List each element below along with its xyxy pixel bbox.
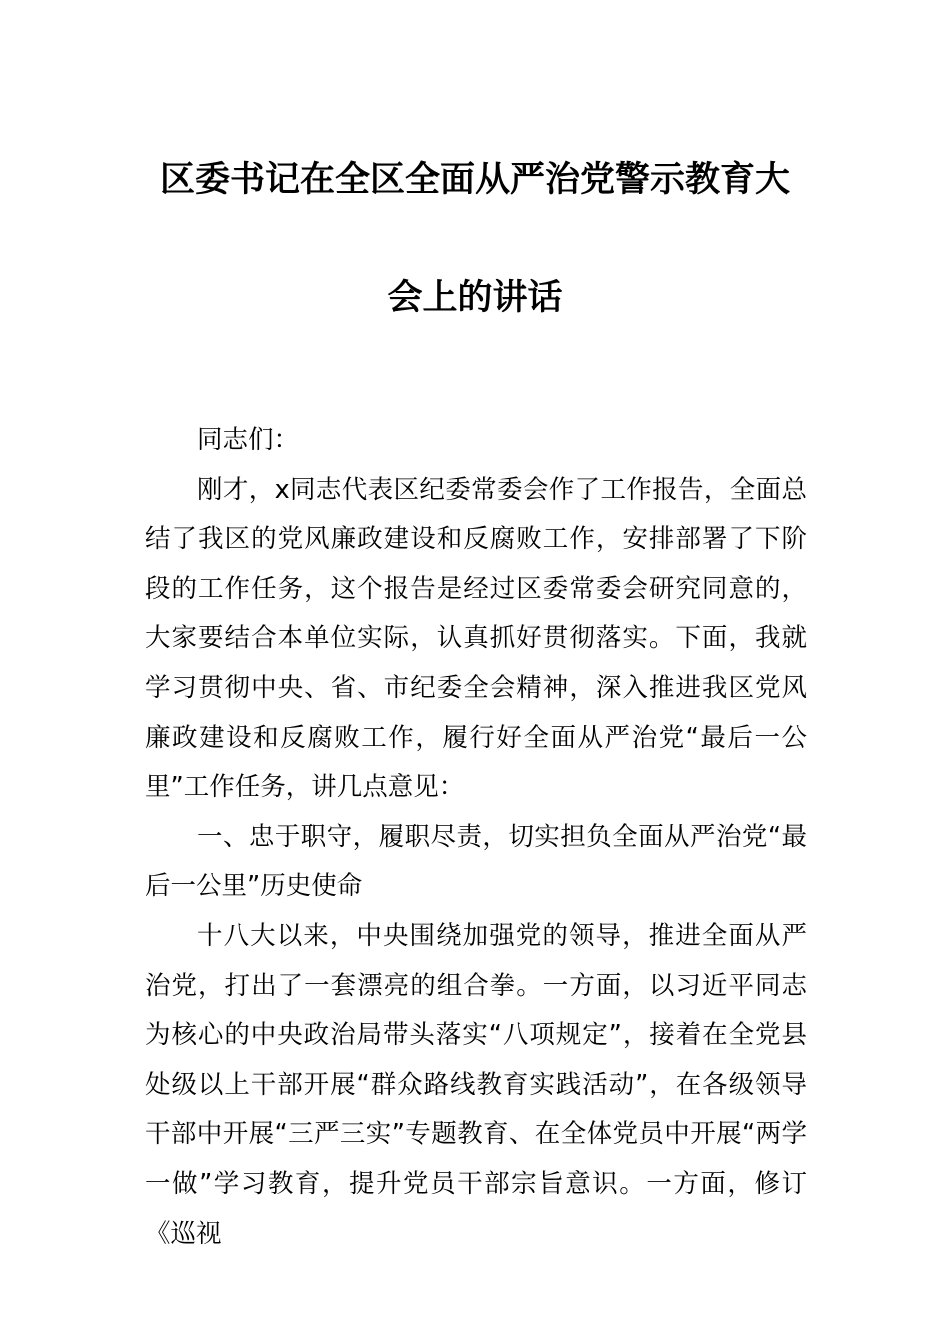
- paragraph-section-1: 十八大以来，中央围绕加强党的领导，推进全面从严治党，打出了一套漂亮的组合拳。一方面，以习近平同志为核心的中央政治局带头落实“八项规定”，接着在全党县处级以上干部开展“群众路线教育实践活动”，在各级领导干部中开展“三严三实”专题教育、在全体党员中开展“两学一做”学习教育，提升党员干部宗旨意识。一方面，修订《巡视: [145, 920, 807, 1249]
- greeting: 同志们：: [197, 425, 300, 455]
- document-title-line-2: 会上的讲话: [387, 278, 563, 318]
- section-heading-1: 一、忠于职守，履职尽责，切实担负全面从严治党“最后一公里”历史使命: [145, 821, 807, 902]
- document-body: [145, 416, 807, 1259]
- document-title-line-1: 区委书记在全区全面从严治党警示教育大: [159, 160, 790, 200]
- paragraph-intro: 刚才，x同志代表区纪委常委会作了工作报告，全面总结了我区的党风廉政建设和反腐败工作，安排部署了下阶段的工作任务，这个报告是经过区委常委会研究同意的，大家要结合本单位实际，认真抓好贯彻落实。下面，我就学习贯彻中央、省、市纪委全会精神，深入推进我区党风廉政建设和反腐败工作，履行好全面从严治党“最后一公里”工作任务，讲几点意见：: [145, 474, 807, 803]
